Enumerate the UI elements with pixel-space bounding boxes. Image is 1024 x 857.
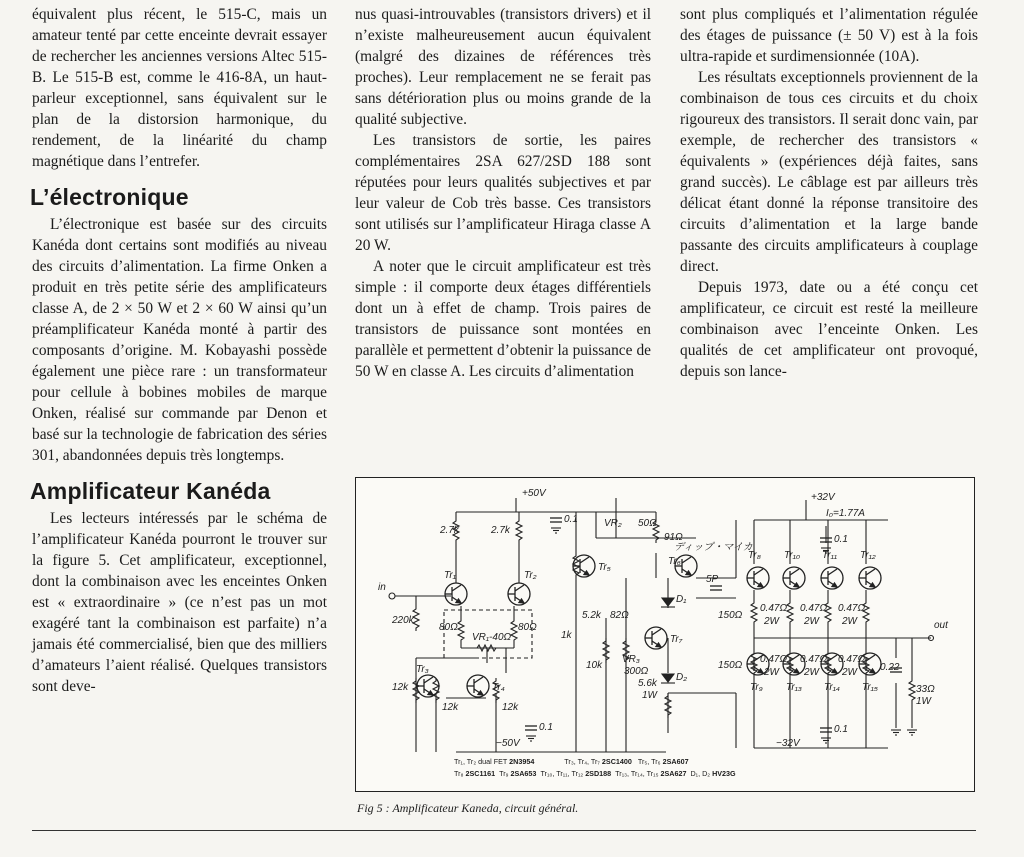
label-r12k-c: 12k	[502, 702, 519, 713]
label-tr3: Tr₃	[416, 664, 429, 675]
label-d1: D₁	[676, 594, 687, 605]
label-out: out	[934, 620, 948, 631]
label-c022: 0.22	[880, 662, 900, 673]
label-c01a: 0.1	[564, 514, 578, 525]
label-tr1: Tr₁	[444, 570, 456, 581]
paragraph: Depuis 1973, date ou a été conçu cet amplificateur, ce circuit est resté la meilleure combinaison avec l’enceinte Onken. Les qualités de cet amplificateur ont provoqué, depuis son lance-	[680, 279, 978, 380]
label-plus50: +50V	[522, 488, 546, 499]
label-r52k: 5.2k	[582, 610, 601, 621]
label-r82: 82Ω	[610, 610, 629, 621]
label-w2: 2W	[842, 667, 857, 678]
label-r047: 0.47Ω	[800, 654, 828, 665]
label-r150b: 150Ω	[718, 660, 743, 671]
text-column-2	[355, 4, 651, 382]
label-r91: 91Ω	[664, 532, 683, 543]
label-plus32: +32V	[811, 492, 835, 503]
label-w2: 2W	[842, 616, 857, 627]
label-vr1: VR₁-40Ω	[472, 632, 512, 643]
paragraph: Les lecteurs intéressés par le schéma de l’amplificateur Kanéda pourront le trouver sur la figure 5. Cet amplificateur, exceptionnel, dont la combinaison avec les enceintes Onken est « extraordinaire » (ce n’est pas un mot exagéré tant la combinaison est parfaite) n’a jamais été commercialisé, bien que des milliers d’amateurs l’aient réalisé. Quelques transistors sont deve-	[32, 510, 327, 695]
label-r047: 0.47Ω	[838, 654, 866, 665]
label-tr2: Tr₂	[524, 570, 537, 581]
label-vr3: VR₃	[622, 654, 640, 665]
label-tr8: Tr₈	[748, 550, 761, 561]
label-r80a: 80Ω	[439, 622, 458, 633]
label-tr10: Tr₁₀	[784, 550, 801, 561]
label-r12k-a: 12k	[392, 682, 409, 693]
label-io: I₀=1.77A	[826, 508, 865, 519]
schematic-drawing	[356, 478, 974, 791]
paragraph: sont plus compliqués et l’alimentation régulée des étages de puissance (± 50 V) est à la fois ultra-rapide et surdimensionnée (10A).	[680, 6, 978, 65]
label-minus32: −32V	[776, 738, 800, 749]
page-divider	[32, 830, 976, 831]
label-w2: 2W	[764, 667, 779, 678]
label-w1: 1W	[642, 690, 657, 701]
label-r80b: 80Ω	[518, 622, 537, 633]
label-r27k-a: 2.7k	[440, 525, 459, 536]
label-r047: 0.47Ω	[838, 603, 866, 614]
label-vr2: VR₂	[604, 518, 622, 529]
label-w2: 2W	[764, 616, 779, 627]
text-column-1	[32, 4, 327, 697]
circuit-schematic-figure	[355, 477, 975, 792]
label-r047: 0.47Ω	[800, 603, 828, 614]
label-tr15: Tr₁₅	[862, 682, 878, 693]
label-tr5: Tr₅	[598, 562, 611, 573]
label-r56k: 5.6k	[638, 678, 657, 689]
label-c01d: 0.1	[834, 724, 848, 735]
label-r220k: 220k	[392, 615, 414, 626]
label-c01b: 0.1	[539, 722, 553, 733]
component-legend-line-1: Tr₁, Tr₂ dual FET 2N3954 Tr₃, Tr₄, Tr₇ 2SC1400 Tr₅, Tr₆ 2SA607	[454, 757, 689, 766]
label-tr13: Tr₁₃	[786, 682, 802, 693]
section-heading: L’électronique	[30, 184, 189, 210]
paragraph: Les transistors de sortie, les paires complémentaires 2SA 627/2SD 188 sont réputées pour leurs qualités subjectives et par leur valeur de Cob très basse. Ces transistors sont utilisés sur l’amplificateur Hiraga classe A 20 W.	[355, 132, 651, 254]
label-w2: 2W	[804, 616, 819, 627]
label-r10k: 10k	[586, 660, 603, 671]
label-r300: 300Ω	[624, 666, 649, 677]
label-tr9: Tr₉	[750, 682, 763, 693]
label-r150a: 150Ω	[718, 610, 743, 621]
label-r047: 0.47Ω	[760, 603, 788, 614]
label-r1k: 1k	[561, 630, 572, 641]
label-tr4: Tr₄	[492, 682, 505, 693]
paragraph: Les résultats exceptionnels proviennent de la combinaison de tous ces circuits et du choix rigoureux des transistors. Il serait donc vain, par exemple, de rechercher des transistors « équivalents » (expériences déjà faites, sans grand succès). Le câblage est par ailleurs très délicat étant donné la réponse transitoire des circuits d’alimentation et la large bande passante des circuits amplificateurs à couplage direct.	[680, 69, 978, 275]
label-r047: 0.47Ω	[760, 654, 788, 665]
label-d2: D₂	[676, 672, 688, 683]
label-r27k-b: 2.7k	[491, 525, 510, 536]
paragraph: nus quasi-introuvables (transistors drivers) et il n’existe malheureusement aucun équivalent (malgré des dizaines de références très proches). Leur remplacement ne se ferait pas sans détérioration plus ou moins grande de la qualité subjective.	[355, 6, 651, 128]
label-mica: ディップ・マイカ	[674, 542, 753, 553]
label-tr12: Tr₁₂	[860, 550, 876, 561]
figure-caption: Fig 5 : Amplificateur Kaneda, circuit général.	[357, 801, 579, 815]
label-w2: 2W	[804, 667, 819, 678]
component-legend-line-2: Tr₈ 2SC1161 Tr₉ 2SA653 Tr₁₀, Tr₁₁, Tr₁₂ 2SD188 Tr₁₃, Tr₁₄, Tr₁₅ 2SA627 D₁, D₂ HV23G	[454, 769, 736, 778]
paragraph: A noter que le circuit amplificateur est très simple : il comporte deux étages différentiels dont un à effet de champ. Trois paires de transistors de puissance sont montées en parallèle et permettent d’obtenir la puissance de 50 W en classe A. Les circuits d’alimentation	[355, 258, 651, 380]
label-c5p: 5P	[706, 574, 719, 585]
paragraph: L’électronique est basée sur des circuits Kanéda dont certains sont modifiés au niveau des circuits d’alimentation. La firme Onken a produit en très petite série des amplificateurs classe A, de 2 × 50 W et 2 × 60 W ainsi qu’un préamplificateur Kanéda monté à partir des composants d’origine. M. Kobayashi possède également une pièce rare : un transformateur pour cellule à bobines mobiles de marque Onken, réalisé sur commande par Denon et basé sur la technologie de fabrication des séries 301, abandonnées depuis très longtemps.	[32, 216, 327, 464]
section-heading: Amplificateur Kanéda	[30, 478, 271, 504]
label-w1-out: 1W	[916, 696, 931, 707]
label-in: in	[378, 582, 386, 593]
label-c01c: 0.1	[834, 534, 848, 545]
label-r33: 33Ω	[916, 684, 935, 695]
label-r50: 50Ω	[638, 518, 657, 529]
paragraph: équivalent plus récent, le 515-C, mais un amateur tenté par cette enceinte devrait essayer de rechercher les anciennes versions Altec 515-B. Le 515-B est, comme le 416-8A, un haut-parleur exceptionnel, sans équivalent sur le plan de la distorsion harmonique, du rendement, de la linéarité du champ magnétique dans l’entrefer.	[32, 6, 327, 170]
label-tr7: Tr₇	[670, 634, 683, 645]
label-tr11: Tr₁₁	[822, 550, 838, 561]
label-r12k-b: 12k	[442, 702, 459, 713]
label-minus50: −50V	[496, 738, 520, 749]
label-tr14: Tr₁₄	[824, 682, 840, 693]
label-tr6: Tr₆	[668, 556, 681, 567]
text-column-3	[680, 4, 978, 382]
